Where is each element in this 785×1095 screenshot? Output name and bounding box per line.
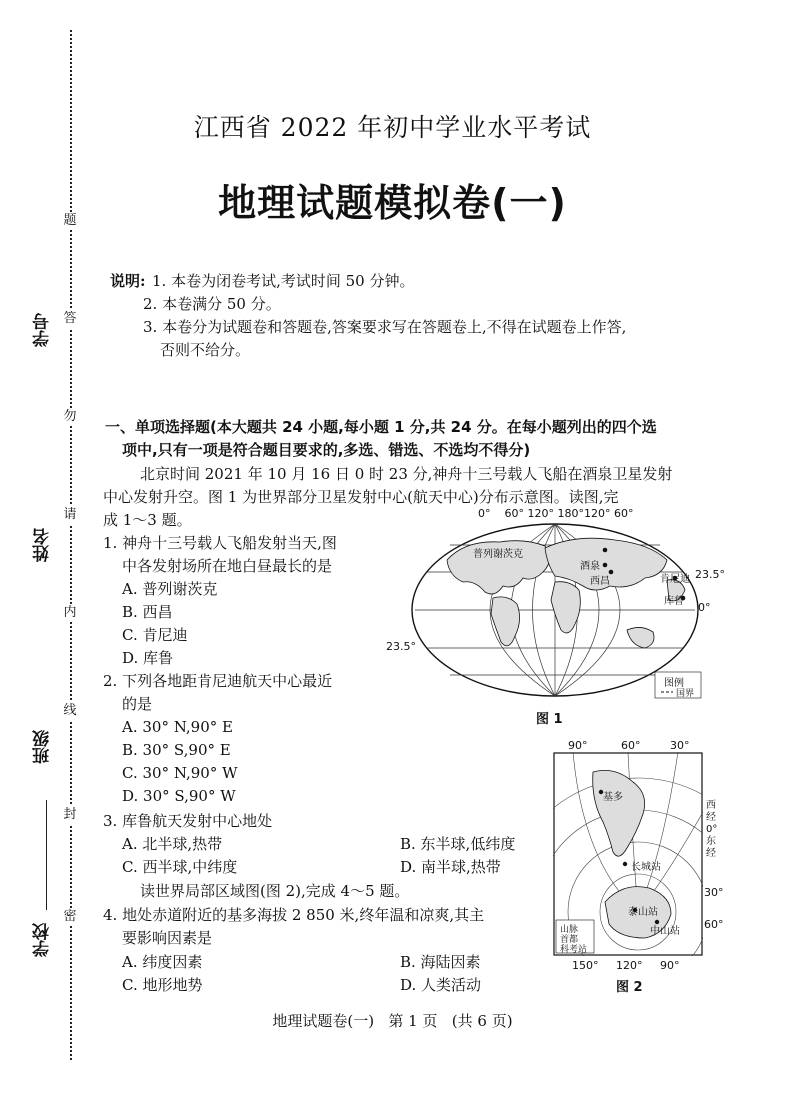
exam-title: 江西省 2022 年初中学业水平考试 — [193, 113, 592, 142]
section-heading: 项中,只有一项是符合题目要求的,多选、错选、不选均不得分) — [122, 441, 531, 459]
figure-2-caption: 图 2 — [616, 980, 643, 995]
fig2-meridian-label: 西经0°东经 — [706, 800, 718, 859]
option: B. 东半球,低纬度 — [400, 835, 516, 853]
fig1-site-label: 酒泉 — [580, 561, 600, 572]
page-footer: 地理试题卷(一) 第 1 页 (共 6 页) — [272, 1012, 513, 1030]
fig1-top-ticks: 0° 60° 120° 180°120° 60° — [478, 507, 634, 520]
note-item: 否则不给分。 — [160, 341, 251, 359]
fig2-bottom-tick: 120° — [616, 959, 643, 972]
fig1-legend-title: 图例 — [664, 678, 684, 689]
notes-lead: 说明: — [110, 272, 146, 290]
fig2-legend-item: 科考站 — [560, 945, 588, 955]
fig2-bottom-tick: 150° — [572, 959, 599, 972]
binding-char: 答 — [61, 310, 79, 328]
option: B. 海陆因素 — [400, 953, 481, 971]
option: C. 30° N,90° W — [122, 764, 238, 782]
option: C. 肯尼迪 — [122, 626, 188, 644]
note-item: 1. 本卷为闭卷考试,考试时间 50 分钟。 — [152, 272, 415, 290]
option: D. 库鲁 — [122, 649, 174, 667]
paper-title: 地理试题模拟卷(一) — [218, 181, 567, 225]
fig2-top-tick: 60° — [621, 739, 641, 752]
class-label: 班级 — [33, 730, 53, 764]
note-item: 2. 本卷满分 50 分。 — [143, 295, 281, 313]
binding-char: 请 — [61, 506, 79, 524]
question-1-stem: 1. 神舟十三号载人飞船发射当天,图 — [103, 534, 337, 552]
option: A. 纬度因素 — [122, 953, 203, 971]
binding-char: 密 — [61, 908, 79, 926]
fig2-bottom-tick: 90° — [660, 959, 680, 972]
fig1-site-label: 西昌 — [590, 576, 610, 587]
student-id-label: 学号 — [33, 313, 53, 347]
option: C. 地形地势 — [122, 976, 203, 994]
site-dot — [603, 563, 608, 568]
option: B. 西昌 — [122, 603, 173, 621]
option: D. 人类活动 — [400, 976, 482, 994]
question-3-stem: 3. 库鲁航天发射中心地处 — [103, 812, 273, 830]
intro-paragraph: 中心发射升空。图 1 为世界部分卫星发射中心(航天中心)分布示意图。读图,完 — [103, 488, 619, 506]
fig1-site-label: 肯尼迪 — [660, 574, 690, 585]
binding-char: 勿 — [61, 408, 79, 426]
fig2-right-tick: 60° — [704, 918, 724, 931]
option: A. 30° N,90° E — [122, 718, 233, 736]
intro-paragraph: 成 1～3 题。 — [103, 511, 192, 529]
note-item: 3. 本卷分为试题卷和答题卷,答案要求写在答题卷上,不得在试题卷上作答, — [143, 318, 627, 336]
option: D. 南半球,热带 — [400, 858, 501, 876]
fig2-legend-item: 山脉 — [560, 925, 579, 935]
fig1-latitude-label: 23.5° — [695, 568, 725, 581]
binding-char: 题 — [61, 212, 79, 230]
intro-paragraph: 读世界局部区域图(图 2),完成 4～5 题。 — [140, 882, 410, 900]
question-2-stem: 的是 — [122, 695, 153, 713]
school-label: 学校 — [33, 923, 53, 957]
binding-char: 线 — [61, 702, 79, 720]
site-dot — [603, 548, 608, 553]
fig2-place-label: 长城站 — [631, 862, 661, 873]
option: A. 北半球,热带 — [122, 835, 223, 853]
option: B. 30° S,90° E — [122, 741, 231, 759]
fig2-top-tick: 30° — [670, 739, 690, 752]
binding-char: 封 — [61, 806, 79, 824]
fig2-top-tick: 90° — [568, 739, 588, 752]
option: A. 普列谢茨克 — [122, 580, 218, 598]
option: D. 30° S,90° W — [122, 787, 236, 805]
fig1-site-label: 库鲁 — [664, 596, 684, 607]
question-4-stem: 4. 地处赤道附近的基多海拔 2 850 米,终年温和凉爽,其主 — [103, 906, 485, 924]
fig1-latitude-label: 23.5° — [386, 640, 416, 653]
figure-1-world-map — [405, 520, 705, 702]
binding-char: 内 — [61, 604, 79, 622]
fig2-place-label: 中山站 — [650, 926, 680, 937]
fig2-place-label: 泰山站 — [628, 907, 658, 918]
fig1-legend-item: 国界 — [676, 689, 695, 699]
school-fill-line — [46, 800, 47, 910]
section-heading: 一、单项选择题(本大题共 24 小题,每小题 1 分,共 24 分。在每小题列出的四个选 — [105, 418, 657, 436]
figure-1-caption: 图 1 — [536, 712, 563, 727]
fig2-legend-item: 首都 — [560, 935, 579, 945]
question-2-stem: 2. 下列各地距肯尼迪航天中心最近 — [103, 672, 333, 690]
fig1-site-label: 普列谢茨克 — [473, 549, 523, 560]
fig1-equator-label: 0° — [698, 601, 711, 614]
question-4-stem: 要影响因素是 — [122, 929, 213, 947]
name-label: 姓名 — [33, 528, 53, 562]
question-1-stem: 中各发射场所在地白昼最长的是 — [122, 557, 333, 575]
fig2-right-tick: 30° — [704, 886, 724, 899]
intro-paragraph: 北京时间 2021 年 10 月 16 日 0 时 23 分,神舟十三号载人飞船在酒泉卫星发射 — [140, 465, 673, 483]
option: C. 西半球,中纬度 — [122, 858, 238, 876]
fig2-place-label: 基多 — [603, 792, 623, 803]
